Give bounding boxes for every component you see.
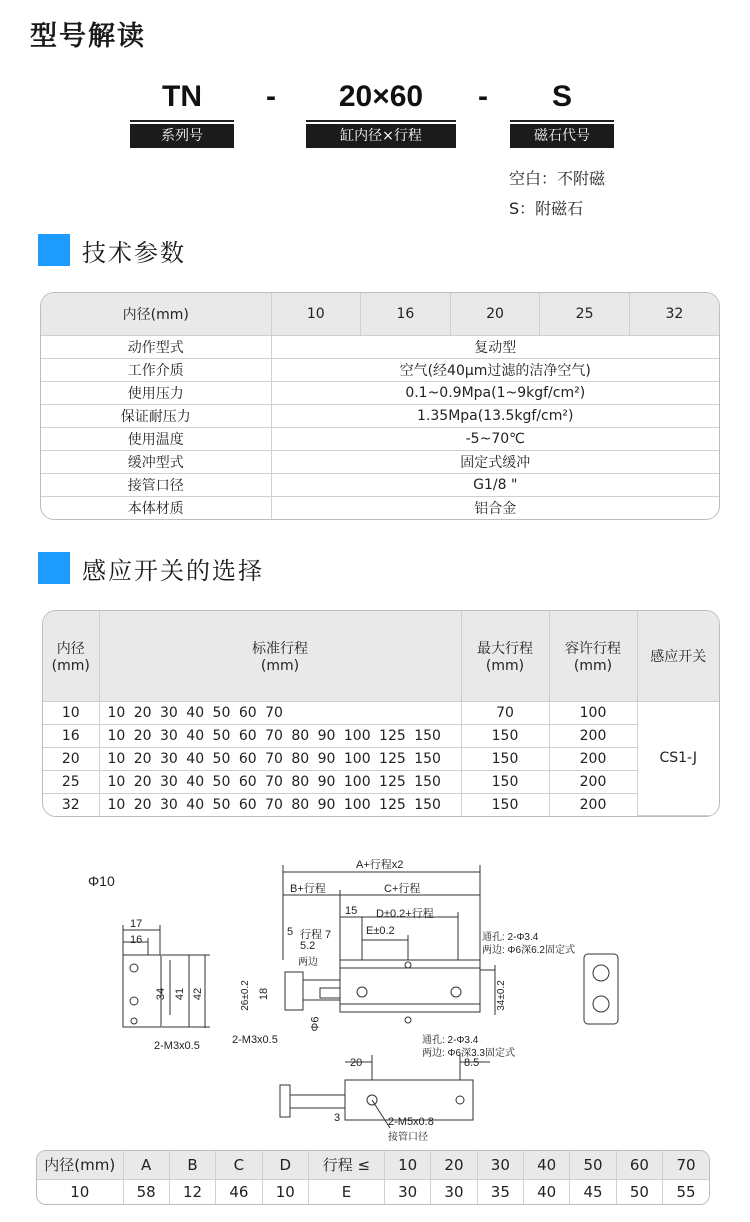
thread-mid: 2-M3x0.5: [232, 1034, 278, 1046]
row-strokes: 10 20 30 40 50 60 70 80 90 100 125 150: [99, 724, 461, 747]
dim-phi6: Φ6: [309, 1016, 322, 1032]
row-bore: 25: [43, 770, 99, 793]
dim-value: 10: [262, 1179, 308, 1204]
param-key: 使用温度: [41, 427, 271, 450]
row-allow: 200: [549, 770, 637, 793]
hole-top-note-2: 两边: Φ6深6.2固定式: [482, 945, 575, 956]
dim-value: 40: [524, 1179, 570, 1204]
param-key: 缓冲型式: [41, 450, 271, 473]
dim-15: 15: [345, 905, 358, 917]
param-key: 动作型式: [41, 335, 271, 358]
header-stroke: 标准行程 (mm): [99, 611, 461, 701]
row-max: 150: [461, 747, 549, 770]
param-value: 铝合金: [271, 496, 719, 519]
dim-both-sides: 两边: [298, 957, 318, 968]
dim-header: 30: [477, 1151, 523, 1179]
model-code-bore-stroke: 20×60: [338, 80, 424, 113]
dim-34-tol: 34±0.2: [495, 980, 507, 1011]
dim-value: 46: [216, 1179, 262, 1204]
dim-header: B: [169, 1151, 215, 1179]
row-bore: 20: [43, 747, 99, 770]
model-label-series: 系列号: [130, 124, 234, 148]
param-value: 复动型: [271, 335, 719, 358]
dimension-drawing: [0, 850, 750, 1150]
hole-top-note: 通孔: 2-Φ3.4: [482, 932, 539, 943]
magnet-option-blank: 空白：不附磁: [509, 169, 606, 188]
drawing-bore-label: Φ10: [88, 873, 115, 889]
section-tech-heading: 技术参数: [38, 232, 186, 268]
row-max: 150: [461, 724, 549, 747]
section-sensor-heading: 感应开关的选择: [38, 550, 264, 586]
port-label: 接管口径: [388, 1132, 428, 1143]
bore-value: 10: [271, 293, 361, 335]
dim-value: 30: [431, 1179, 477, 1204]
header-allow-stroke: 容许行程 (mm): [549, 611, 637, 701]
dim-3: 3: [334, 1112, 341, 1124]
dim-header: C: [216, 1151, 262, 1179]
dim-42: 42: [192, 987, 205, 1001]
dim-41: 41: [174, 987, 187, 1001]
model-separator-1: -: [266, 80, 276, 113]
bore-value: 32: [629, 293, 719, 335]
dimension-table: [36, 1150, 710, 1205]
bore-header: 内径(mm): [41, 293, 271, 335]
dim-value: 55: [663, 1179, 709, 1204]
dim-5: 5: [287, 926, 294, 938]
dim-a-total: A+行程x2: [356, 859, 404, 871]
model-label-magnet: 磁石代号: [510, 124, 614, 148]
model-code-magnet: S: [551, 80, 572, 113]
model-code-series: TN: [162, 80, 202, 113]
param-value: -5~70℃: [271, 427, 719, 450]
param-value: G1/8 ": [271, 473, 719, 496]
dim-value: 50: [616, 1179, 662, 1204]
dim-header: A: [123, 1151, 169, 1179]
row-strokes: 10 20 30 40 50 60 70: [99, 701, 461, 724]
section-marker-icon: [38, 552, 70, 584]
model-underline-1: [130, 120, 234, 122]
row-max: 150: [461, 770, 549, 793]
model-underline-3: [510, 120, 614, 122]
dim-17: 17: [130, 918, 143, 930]
hole-bottom-note-2: 两边: Φ6深3.3固定式: [422, 1048, 515, 1059]
dim-header: 内径(mm): [37, 1151, 123, 1179]
param-key: 工作介质: [41, 358, 271, 381]
thread-port: 2-M5x0.8: [388, 1116, 434, 1128]
dim-value: 30: [384, 1179, 430, 1204]
dim-header: 60: [616, 1151, 662, 1179]
row-bore: 16: [43, 724, 99, 747]
header-switch: 感应开关: [637, 611, 719, 701]
dim-d: D±0.2+行程: [376, 908, 434, 920]
bore-value: 20: [450, 293, 540, 335]
param-value: 固定式缓冲: [271, 450, 719, 473]
dim-value: 12: [169, 1179, 215, 1204]
dim-value: 45: [570, 1179, 616, 1204]
row-max: 150: [461, 793, 549, 815]
dim-header: 20: [431, 1151, 477, 1179]
dim-header: 行程 ≤: [308, 1151, 384, 1179]
dim-header: 50: [570, 1151, 616, 1179]
section-marker-icon: [38, 234, 70, 266]
row-strokes: 10 20 30 40 50 60 70 80 90 100 125 150: [99, 770, 461, 793]
model-underline-2: [306, 120, 456, 122]
row-allow: 200: [549, 793, 637, 815]
param-value: 0.1~0.9Mpa(1~9kgf/cm²): [271, 381, 719, 404]
dim-stroke-7: 行程 7: [300, 929, 332, 941]
row-allow: 200: [549, 747, 637, 770]
param-value: 1.35Mpa(13.5kgf/cm²): [271, 404, 719, 427]
header-max-stroke: 最大行程 (mm): [461, 611, 549, 701]
row-strokes: 10 20 30 40 50 60 70 80 90 100 125 150: [99, 747, 461, 770]
magnet-option-s: S：附磁石: [509, 199, 584, 218]
dim-value: 10: [37, 1179, 123, 1204]
dim-16: 16: [130, 934, 143, 946]
param-key: 保证耐压力: [41, 404, 271, 427]
param-key: 接管口径: [41, 473, 271, 496]
dim-8-5: 8.5: [464, 1057, 480, 1069]
param-key: 本体材质: [41, 496, 271, 519]
tech-params-table: [40, 292, 720, 520]
dim-18: 18: [258, 987, 271, 1001]
header-bore: 内径 (mm): [43, 611, 99, 701]
dim-e: E±0.2: [366, 925, 395, 937]
page-title: 型号解读: [30, 21, 146, 52]
bore-value: 16: [361, 293, 451, 335]
row-bore: 10: [43, 701, 99, 724]
dim-value: 35: [477, 1179, 523, 1204]
param-value: 空气(经40μm过滤的洁净空气): [271, 358, 719, 381]
row-allow: 200: [549, 724, 637, 747]
dim-value: E: [308, 1179, 384, 1204]
param-key: 使用压力: [41, 381, 271, 404]
dim-header: D: [262, 1151, 308, 1179]
row-bore: 32: [43, 793, 99, 815]
hole-bottom-note: 通孔: 2-Φ3.4: [422, 1035, 479, 1046]
sensor-table: [42, 610, 720, 817]
model-label-bore-stroke: 缸内径×行程: [306, 124, 456, 148]
dim-34: 34: [155, 987, 168, 1001]
thread-left: 2-M3x0.5: [154, 1040, 200, 1052]
row-allow: 100: [549, 701, 637, 724]
switch-model: CS1-J: [637, 701, 719, 816]
dim-header: 40: [524, 1151, 570, 1179]
dim-26: 26±0.2: [239, 980, 251, 1011]
dim-value: 58: [123, 1179, 169, 1204]
dim-5-2: 5.2: [300, 940, 316, 952]
row-strokes: 10 20 30 40 50 60 70 80 90 100 125 150: [99, 793, 461, 815]
dim-header: 70: [663, 1151, 709, 1179]
bore-value: 25: [540, 293, 630, 335]
dim-b: B+行程: [290, 883, 326, 895]
row-max: 70: [461, 701, 549, 724]
model-separator-2: -: [478, 80, 488, 113]
dim-20: 20: [350, 1057, 363, 1069]
dim-c: C+行程: [384, 883, 421, 895]
dim-header: 10: [384, 1151, 430, 1179]
